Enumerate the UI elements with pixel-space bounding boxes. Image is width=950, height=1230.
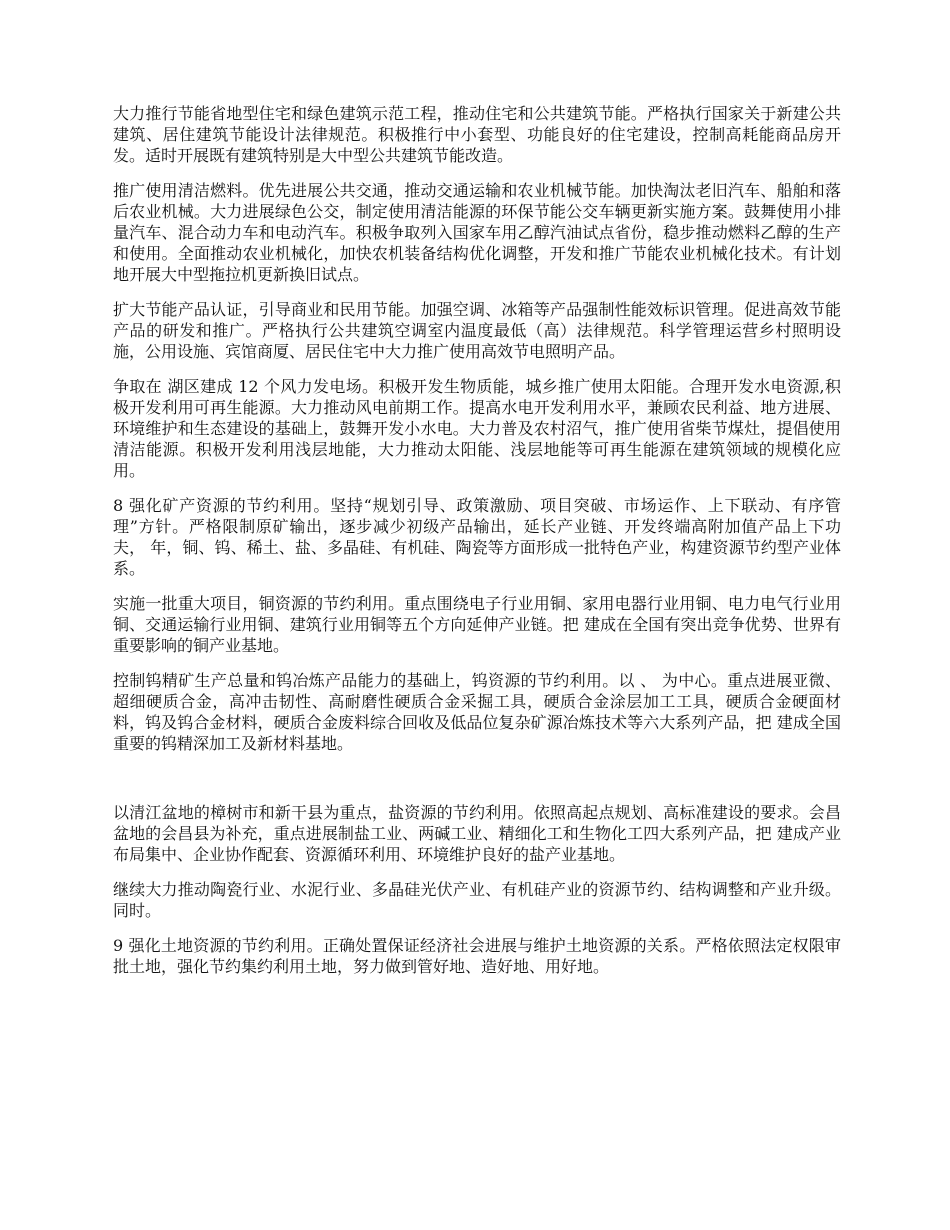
paragraph-land-resources: 9 强化土地资源的节约利用。正确处置保证经济社会进展与维护土地资源的关系。严格依照法定权限审批土地，强化节约集约利用土地，努力做到管好地、造好地、用好地。: [113, 936, 841, 976]
paragraph-building-energy: 大力推行节能省地型住宅和绿色建筑示范工程，推动住宅和公共建筑节能。严格执行国家关于新建公共建筑、居住建筑节能设计法律规范。积极推行中小套型、功能良好的住宅建设，控制高耗能商品房开发。适时开展既有建筑特别是大中型公共建筑节能改造。: [113, 104, 841, 165]
paragraph-clean-fuel: 推广使用清洁燃料。优先进展公共交通，推动交通运输和农业机械节能。加快淘汰老旧汽车、船舶和落后农业机械。大力进展绿色公交，制定使用清洁能源的环保节能公交车辆更新实施方案。鼓舞使用小排量汽车、混合动力车和电动汽车。积极争取列入国家车用乙醇汽油试点省份，稳步推动燃料乙醇的生产和使用。全面推动农业机械化，加快农机装备结构优化调整，开发和推广节能农业机械化技术。有计划地开展大中型拖拉机更新换旧试点。: [113, 181, 841, 284]
paragraph-copper-resources: 实施一批重大项目，铜资源的节约利用。重点围绕电子行业用铜、家用电器行业用铜、电力电气行业用铜、交通运输行业用铜、建筑行业用铜等五个方向延伸产业链。把 建成在全国有突出竞争优势、世界有重要影响的铜产业基地。: [113, 594, 841, 655]
paragraph-tungsten-resources: 控制钨精矿生产总量和钨冶炼产品能力的基础上，钨资源的节约利用。以 、 为中心。重点进展亚微、超细硬质合金，高冲击韧性、高耐磨性硬质合金采掘工具，硬质合金涂层加工工具，硬质合金硬面材料，钨及钨合金材料，硬质合金废料综合回收及低品位复杂矿源冶炼技术等六大系列产品，把 建成全国重要的钨精深加工及新材料基地。: [113, 671, 841, 753]
paragraph-ceramics-industry: 继续大力推动陶瓷行业、水泥行业、多晶硅光伏产业、有机硅产业的资源节约、结构调整和产业升级。同时。: [113, 880, 841, 920]
paragraph-product-certification: 扩大节能产品认证，引导商业和民用节能。加强空调、冰箱等产品强制性能效标识管理。促进高效节能产品的研发和推广。严格执行公共建筑空调室内温度最低（高）法律规范。科学管理运营乡村照明设施，公用设施、宾馆商厦、居民住宅中大力推广使用高效节电照明产品。: [113, 300, 841, 361]
paragraph-mineral-resources: 8 强化矿产资源的节约利用。坚持“规划引导、政策激励、项目突破、市场运作、上下联动、有序管理”方针。严格限制原矿输出，逐步减少初级产品输出，延长产业链、开发终端高附加值产品上下功夫， 年，铜、钨、稀土、盐、多晶硅、有机硅、陶瓷等方面形成一批特色产业，构建资源节约型产业体系。: [113, 496, 841, 578]
paragraph-salt-resources: 以清江盆地的樟树市和新干县为重点，盐资源的节约利用。依照高起点规划、高标准建设的要求。会昌盆地的会昌县为补充，重点进展制盐工业、两碱工业、精细化工和生物化工四大系列产品，把 建成产业布局集中、企业协作配套、资源循环利用、环境维护良好的盐产业基地。: [113, 803, 841, 864]
paragraph-renewable-energy: 争取在 湖区建成 12 个风力发电场。积极开发生物质能，城乡推广使用太阳能。合理开发水电资源,积极开发利用可再生能源。大力推动风电前期工作。提高水电开发利用水平，兼顾农民利益、地方进展、环境维护和生态建设的基础上，鼓舞开发小水电。大力普及农村沼气，推广使用省柴节煤灶，提倡使用清洁能源。积极开发利用浅层地能，大力推动太阳能、浅层地能等可再生能源在建筑领域的规模化应用。: [113, 377, 841, 480]
document-body: [113, 103, 841, 991]
